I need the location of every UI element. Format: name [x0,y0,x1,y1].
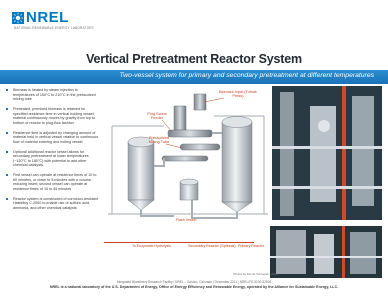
output-flow-line [104,242,254,243]
page-title: Vertical Pretreatment Reactor System [86,52,302,66]
reactor-photo-image-2 [270,226,382,278]
primary-reactor-label: Primary Reactor [238,244,264,248]
bullet-text: Reactor system is constructed of corrosion-resistant Hastelloy C-2000 to enable use of sulfuric acid, ammonia, and other chemical catalysts [13,196,98,210]
bullet-marker [6,132,8,134]
bullet-text: Biomass is heated by steam injection to temperatures of 150°C to 210°C in the pressurized mixing tube [13,88,96,102]
bullet-item [6,150,100,168]
reactor-photo-image [272,86,382,220]
logo-wordmark: NREL [26,9,69,26]
bullet-marker [6,198,8,200]
plug-screw-label: Plug Screw Feeder [147,112,167,121]
bullet-text: Residence time is adjusted by changing amount of material held in vertical vessel relative to continuous flow of material entering and exiting vessel [13,130,99,144]
flash-vessel-label: Flash Vessel [176,218,197,222]
to-enzymatic-label: To Enzymatic Hydrolysis [132,244,171,248]
bullet-marker [6,89,8,91]
reactor-illustration [104,86,272,222]
nrel-logo [12,9,69,26]
footer-lab-statement: NREL is a national laboratory of the U.S. Department of Energy, Office of Energy Efficiency and Renewable Energy, operated by the Alliance for Sustainable Energy, LLC. [49,285,339,289]
plug-screw-feeder [168,94,212,137]
footer-publication-info: Integrated Biorefinery Research Facility | NREL – Golden, Colorado | December 2011 | NREL/FS-5100-52603 [116,280,272,284]
reactor-photo-top [272,86,382,220]
bullet-text: First vessel can operate at residence times of 10 to 60 minutes, or down to 5 minutes with a volume-reducing insert; second vessel can operate at residence times of 15 to 45 minutes [13,173,97,191]
bullet-text: Preheated, premixed biomass is retained for specified residence time in vertical holding vessel; material continuously moves by gravity from top to bottom of reactor to plug-flow fashion [13,106,95,125]
bullet-item [6,131,100,145]
page-footer [0,280,388,289]
feature-bullet-list [6,88,100,216]
logo-subtitle: NATIONAL RENEWABLE ENERGY LABORATORY [14,26,95,30]
bullet-item [6,107,100,125]
bullet-marker [6,151,8,153]
mixing-tube-label: Pressurized Mixing Tube [148,136,170,145]
bullet-item [6,88,100,102]
photo-credit: Photos by Dennis Schroeder, NREL [233,272,278,276]
nrel-sun-icon [12,12,24,24]
page-subtitle: Two-vessel system for primary and secondary pretreatment at different temperatures [119,72,374,79]
reactor-photo-bottom [270,226,382,278]
bullet-item [6,197,100,211]
bullet-marker [6,108,8,110]
pressurized-mixing-tube [162,144,220,161]
bullet-item [6,173,100,191]
bullet-marker [6,174,8,176]
primary-reactor-vessel [222,117,252,213]
reactor-diagram [104,86,272,222]
bullet-text: Optional additional reactor vessel allows for secondary pretreatment at lower temperatures (~130°C to 180°C) with potential to add other chemical catalysts [13,149,89,168]
biomass-input-label: Biomass Input (Tubule Press) [219,90,257,99]
flash-vessel [180,179,198,200]
secondary-reactor-label: Secondary Reactor (Optional) [188,244,236,248]
secondary-reactor-vessel [128,137,154,210]
